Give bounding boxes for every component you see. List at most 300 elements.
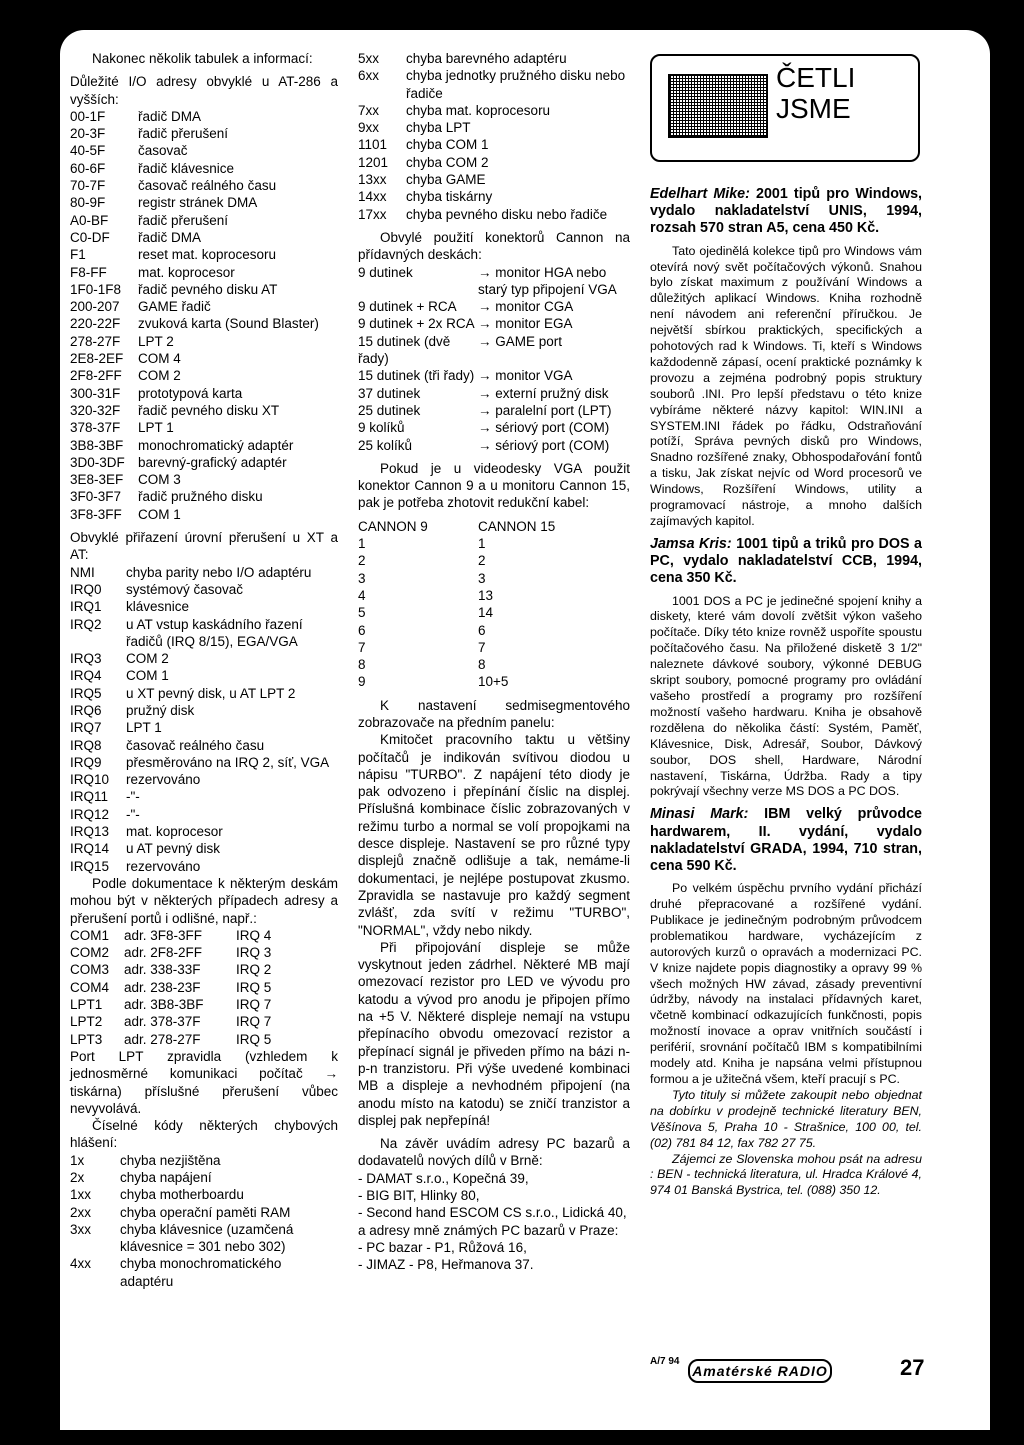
io-row: [70, 264, 338, 281]
io-row: [70, 229, 338, 246]
io-key: 278-27F: [70, 333, 121, 349]
io-key: F8-FF: [70, 264, 107, 280]
cannon-key: 9 dutinek + 2x RCA: [358, 316, 475, 332]
io-value: časovač: [138, 143, 188, 159]
cannon-value: → monitor CGA: [478, 299, 574, 315]
irq-key: IRQ7: [70, 720, 102, 736]
cannon-key: 9 dutinek: [358, 264, 413, 280]
order-note: Tyto tituly si můžete zakoupit nebo objednat na dobírku v prodejně technické literatury BEN, Věšínova 5, Praha 10 - Strašnice, 100 00, tel. (02) 781 84 12, fax 782 27 75.: [650, 1087, 922, 1150]
cable-pin-9: CANNON 9: [358, 518, 428, 534]
lpt-paragraph: Port LPT zpravidla (vzhledem k jednosměrné komunikaci počítač → tiskárna) příslušné přerušení vůbec nevyvolává.: [70, 1048, 338, 1116]
irq-key: IRQ0: [70, 581, 102, 597]
io-value: monochromatický adaptér: [138, 437, 294, 453]
cable-pin-9: 7: [358, 639, 366, 655]
cable-pin-9: 9: [358, 674, 366, 690]
error-row: [358, 67, 630, 102]
irq-value: u XT pevný disk, u AT LPT 2: [126, 685, 296, 701]
io-value: řadič přerušení: [138, 212, 229, 228]
io-value: COM 4: [138, 351, 181, 367]
cable-row: [358, 587, 630, 604]
error-code-table: [70, 1152, 338, 1290]
error-value: chyba motherboardu: [120, 1187, 244, 1203]
io-row: [70, 315, 338, 332]
port-row: [70, 927, 338, 944]
book3-heading: [650, 806, 922, 875]
page-number: 27: [900, 1355, 925, 1380]
cannon-value: → externí pružný disk: [478, 385, 609, 401]
cannon-heading: Obvylé použití konektorů Cannon na přídavných deskách:: [358, 229, 630, 263]
io-heading: Důležité I/O adresy obvyklé u AT-286 a vyšších:: [70, 74, 338, 107]
irq-row: [70, 737, 338, 754]
io-value: řadič DMA: [138, 229, 202, 245]
irq-key: IRQ15: [70, 858, 110, 874]
issue-number: A/7 94: [650, 1356, 680, 1367]
error-row: [358, 102, 630, 119]
shop-item: - DAMAT s.r.o., Kopečná 39,: [358, 1170, 529, 1186]
cannon-key: 25 kolíků: [358, 437, 413, 453]
error-value: chyba klávesnice (uzamčená klávesnice = 301 nebo 302): [120, 1221, 294, 1255]
io-value: řadič pevného disku XT: [138, 402, 280, 418]
io-row: [70, 471, 338, 488]
cable-pin-15: 7: [478, 639, 486, 655]
io-key: 80-9F: [70, 195, 106, 211]
io-value: prototypová karta: [138, 385, 243, 401]
irq-key: IRQ10: [70, 772, 110, 788]
cable-pin-15: 10+5: [478, 674, 509, 690]
vga-paragraph: Pokud je u videodesky VGA použit konektor Cannon 9 a u monitoru Cannon 15, pak je potřeba zhotovit redukční kabel:: [358, 460, 630, 511]
error-row: [358, 136, 630, 153]
box-title-line-1: ČETLI: [776, 62, 856, 93]
io-key: 320-32F: [70, 402, 121, 418]
port-cell: adr. 3F8-3FF: [124, 927, 203, 943]
irq-value: klávesnice: [126, 599, 190, 615]
error-key: 1101: [358, 137, 388, 153]
cable-row: [358, 622, 630, 639]
io-value: řadič přerušení: [138, 126, 229, 142]
cannon-row: [358, 333, 630, 368]
irq-key: IRQ1: [70, 599, 102, 615]
irq-row: [70, 823, 338, 840]
error-row: [70, 1255, 338, 1290]
cetli-jsme-box: [650, 48, 920, 162]
irq-row: [70, 702, 338, 719]
io-row: [70, 160, 338, 177]
cannon-row: [358, 385, 630, 402]
port-row: [70, 944, 338, 961]
shop-item: - PC bazar - P1, Růžová 16,: [358, 1239, 527, 1255]
cable-pin-9: 2: [358, 553, 366, 569]
error-key: 13xx: [358, 172, 387, 188]
cannon-row: [358, 367, 630, 384]
irq-row: [70, 564, 338, 581]
cannon-value: → paralelní port (LPT): [478, 402, 612, 418]
cable-row: [358, 570, 630, 587]
irq-key: IRQ11: [70, 789, 109, 805]
shop-item: - JIMAZ - P8, Heřmanova 37.: [358, 1257, 534, 1273]
error-key: 4xx: [70, 1256, 92, 1272]
io-value: reset mat. koprocesoru: [138, 247, 277, 263]
error-row: [358, 171, 630, 188]
cannon-row: [358, 437, 630, 454]
error-row: [358, 154, 630, 171]
display-heading: K nastavení sedmisegmentového zobrazovače na předním panelu:: [358, 697, 630, 730]
book1-title: 2001 tipů pro Windows, vydalo nakladatelství UNIS, 1994, rozsah 570 stran A5, cena 450 Kč.: [650, 186, 922, 237]
io-row: [70, 506, 338, 523]
port-cell: LPT3: [70, 1031, 103, 1047]
io-key: 00-1F: [70, 108, 106, 124]
cannon-key: 9 kolíků: [358, 420, 405, 436]
io-row: [70, 212, 338, 229]
io-row: [70, 437, 338, 454]
page-footer: [650, 1356, 930, 1386]
error-key: 6xx: [358, 68, 380, 84]
io-key: 378-37F: [70, 420, 121, 436]
cannon-row: [358, 264, 630, 299]
cannon-key: 25 dutinek: [358, 402, 421, 418]
io-value: LPT 2: [138, 333, 174, 349]
cannon-row: [358, 402, 630, 419]
cannon-row: [358, 298, 630, 315]
cable-pin-9: 3: [358, 570, 366, 586]
irq-key: IRQ3: [70, 651, 102, 667]
error-row: [70, 1152, 338, 1169]
book1-author: Edelhart Mike:: [650, 186, 750, 202]
shops-prague-list: [358, 1239, 630, 1274]
cannon-value: → GAME port: [478, 333, 563, 349]
cannon-value: → monitor EGA: [478, 316, 573, 332]
book1-heading: [650, 186, 922, 238]
io-key: F1: [70, 247, 86, 263]
cannon-key: 15 dutinek (tři řady): [358, 368, 475, 384]
io-row: [70, 333, 338, 350]
error-row: [358, 206, 630, 223]
irq-value: systémový časovač: [126, 581, 244, 597]
cannon-key: 15 dutinek (dvě řady): [358, 333, 451, 367]
io-key: 3F0-3F7: [70, 489, 122, 505]
io-key: 3D0-3DF: [70, 454, 125, 470]
box-title-line-2: JSME: [776, 93, 851, 124]
port-cell: IRQ 3: [236, 945, 272, 961]
io-key: 3F8-3FF: [70, 506, 122, 522]
error-row: [70, 1204, 338, 1221]
io-row: [70, 194, 338, 211]
port-cell: adr. 338-33F: [124, 962, 201, 978]
port-cell: LPT2: [70, 1014, 103, 1030]
cable-pin-15: CANNON 15: [478, 518, 556, 534]
error-value: chyba COM 1: [406, 137, 489, 153]
cable-pin-15: 2: [478, 553, 486, 569]
cannon-value: → monitor VGA: [478, 368, 573, 384]
io-key: 70-7F: [70, 178, 106, 194]
shops-brno-list: [358, 1170, 630, 1222]
book-graphic: [668, 74, 768, 138]
irq-value: mat. koprocesor: [126, 824, 223, 840]
cannon-row: [358, 315, 630, 332]
error-key: 1x: [70, 1152, 85, 1168]
cable-pin-9: 4: [358, 587, 366, 603]
io-key: 40-5F: [70, 143, 106, 159]
error-key: 2x: [70, 1170, 85, 1185]
error-key: 17xx: [358, 206, 387, 222]
io-value: barevný-grafický adaptér: [138, 454, 287, 470]
io-row: [70, 454, 338, 471]
port-row: [70, 996, 338, 1013]
cable-pin-15: 13: [478, 587, 494, 603]
cannon-value: → monitor HGA nebo starý typ připojení VGA: [478, 264, 617, 297]
error-row: [358, 188, 630, 205]
port-cell: COM4: [70, 979, 110, 995]
io-value: časovač reálného času: [138, 178, 277, 194]
cable-pin-9: 8: [358, 657, 366, 673]
book2-title: 1001 tipů a triků pro DOS a PC, vydalo nakladatelství CCB, 1994, cena 350 Kč.: [650, 535, 922, 587]
irq-key: IRQ13: [70, 824, 110, 840]
irq-value: COM 1: [126, 668, 169, 684]
column-middle: [358, 50, 630, 1273]
column-left: [70, 50, 338, 1290]
io-key: 2F8-2FF: [70, 368, 122, 384]
io-row: [70, 125, 338, 142]
irq-value: -"-: [126, 806, 140, 822]
io-address-table: [70, 108, 338, 523]
error-value: chyba napájení: [120, 1170, 212, 1185]
cable-pin-15: 8: [478, 657, 486, 673]
connect-paragraph: Při připojování displeje se může vyskytnout jeden zádrhel. Některé MB mají omezovací rezistor pro LED ve vývodu pro katodu a vývod pro anodu je připojen přímo na +5 V. Některé displeje nemají na vstupu přepínacího obvodu omezovací rezistor a přepínací signál je přiveden přímo na bázi n-p-n tranzistoru. Při výše uvedené kombinaci MB a displeje a nevhodném připojení (na anodu místo na katodu) se zničí tranzistor a displej pak nepřepíná!: [358, 939, 630, 1128]
port-cell: IRQ 5: [236, 979, 272, 995]
irq-value: -"-: [126, 789, 140, 805]
port-cell: IRQ 7: [236, 997, 272, 1013]
io-row: [70, 142, 338, 159]
error-value: chyba tiskárny: [406, 189, 493, 205]
cannon-table: [358, 264, 630, 454]
cable-row: [358, 535, 630, 552]
cannon-value: → sériový port (COM): [478, 420, 610, 436]
book3-title: IBM velký průvodce hardwarem, II. vydání, vydalo nakladatelství GRADA, 1994, 710 stran, cena 590 Kč.: [650, 806, 922, 874]
irq-value: u AT vstup kaskádního řazení řadičů (IRQ 8/15), EGA/VGA: [126, 616, 303, 649]
io-row: [70, 350, 338, 367]
error-value: chyba COM 2: [406, 154, 489, 170]
book2-author: Jamsa Kris:: [650, 535, 732, 552]
error-row: [70, 1169, 338, 1186]
irq-value: pružný disk: [126, 702, 195, 718]
irq-row: [70, 598, 338, 615]
cable-pin-15: 6: [478, 622, 486, 638]
io-row: [70, 246, 338, 263]
irq-value: rezervováno: [126, 858, 201, 874]
irq-value: u AT pevný disk: [126, 841, 221, 857]
io-key: 20-3F: [70, 126, 106, 142]
irq-value: časovač reálného času: [126, 737, 265, 753]
error-value: chyba pevného disku nebo řadiče: [406, 206, 608, 222]
cable-pin-15: 3: [478, 570, 486, 586]
irq-key: NMI: [70, 564, 95, 580]
irq-key: IRQ14: [70, 841, 110, 857]
io-value: řadič klávesnice: [138, 160, 235, 176]
box-title: [776, 62, 855, 124]
error-row: [358, 119, 630, 136]
irq-row: [70, 840, 338, 857]
shops-paragraph: Na závěr uvádím adresy PC bazarů a dodavatelů nových dílů v Brně:: [358, 1136, 630, 1169]
error-code-table-cont: [358, 50, 630, 223]
irq-row: [70, 581, 338, 598]
io-value: COM 3: [138, 472, 181, 488]
irq-row: [70, 754, 338, 771]
io-value: LPT 1: [138, 420, 174, 436]
port-cell: COM2: [70, 945, 110, 961]
slovak-note: Zájemci ze Slovenska mohou psát na adresu : BEN - technická literatura, ul. Hradca Králové 4, 974 01 Banská Bystrica, tel. (088) 350 12.: [650, 1151, 922, 1198]
io-value: řadič pevného disku AT: [138, 281, 278, 297]
column-right: [650, 186, 922, 1199]
error-key: 5xx: [358, 51, 380, 66]
error-value: chyba jednotky pružného disku nebo řadiče: [406, 68, 626, 101]
book3-review: Po velkém úspěchu prvního vydání přichází druhé přepracované a rozšířené vydání. Publikace je jedinečným podrobným průvodcem problematikou hardware, vycházejícím z autorových kurzů o opravách a modernizaci PC. V knize najdete popis diagnostiky a opravy 99 % všech možných HW závad, zásady preventivní údržby, návody na instalaci přídavných karet, včetně kombinací odkazujících funkčnosti, popis možností inovace a oprav vnitřních součástí i periférií, srovnání počítačů IBM s kompatibilními modely atd. Kniha je napsána velmi přístupnou formou a je užitečná všem, kteří pracují s PC.: [650, 881, 922, 1086]
cannon-row: [358, 419, 630, 436]
error-row: [70, 1221, 338, 1256]
error-key: 1xx: [70, 1187, 92, 1203]
irq-key: IRQ6: [70, 702, 102, 718]
prague-paragraph: a adresy mně známých PC bazarů v Praze:: [358, 1222, 619, 1238]
shop-item: - BIG BIT, Hlinky 80,: [358, 1188, 480, 1203]
port-table: [70, 927, 338, 1048]
io-row: [70, 177, 338, 194]
intro-paragraph: Nakonec několik tabulek a informací:: [92, 51, 313, 66]
port-cell: COM3: [70, 962, 110, 978]
port-cell: adr. 2F8-2FF: [124, 945, 203, 961]
io-value: registr stránek DMA: [138, 195, 258, 211]
io-key: A0-BF: [70, 212, 109, 228]
port-cell: adr. 3B8-3BF: [124, 997, 204, 1013]
error-key: 9xx: [358, 120, 380, 136]
error-heading: Číselné kódy některých chybových hlášení:: [70, 1118, 338, 1151]
book1-review: Tato ojedinělá kolekce tipů pro Windows vám otevírá nový svět počítačových výkonů. Snahou bylo získat maximum z používání Windows a důležitých aplikací Windows. Kniha rozhodně není návodem ani referenční příručkou. Je největší sbírkou praktických, specifických a pohotových rad k Windows. Ti, kteří s Windows každodenně zápasí, ocení praktické poznámky k provozu a zejména podrobný popis struktury souborů .INI. Pro lepší představu o této knize vybíráme některé názvy kapitol: WIN.INI a SYSTEM.INI řádek po řádku, Odstraňování potíží, Správa pevných disků pro Windows, Snadno rozšířené znaky, Obhospodařování fontů a tisku, Jak získat nejvíc od Word procesorů ve Windows, Rozšíření Windows, utility a programovací nástroje, a mnoho dalších zajímavých kapitol.: [650, 243, 922, 529]
irq-key: IRQ5: [70, 685, 102, 701]
port-row: [70, 1013, 338, 1030]
io-key: 220-22F: [70, 316, 121, 332]
irq-key: IRQ4: [70, 668, 102, 684]
io-row: [70, 488, 338, 505]
port-cell: adr. 238-23F: [124, 979, 201, 995]
port-cell: adr. 378-37F: [124, 1014, 201, 1030]
irq-row: [70, 858, 338, 875]
irq-key: IRQ2: [70, 616, 102, 632]
port-row: [70, 1031, 338, 1048]
io-key: 300-31F: [70, 385, 121, 401]
doc-paragraph: Podle dokumentace k některým deskám mohou být v některých případech adresy a přerušení portů i odlišné, např.:: [70, 875, 338, 926]
port-cell: adr. 278-27F: [124, 1031, 201, 1047]
irq-row: [70, 788, 338, 805]
io-value: mat. koprocesor: [138, 264, 235, 280]
cannon-value: → sériový port (COM): [478, 437, 610, 453]
irq-value: LPT 1: [126, 720, 162, 736]
io-value: COM 1: [138, 506, 181, 522]
cable-pin-9: 6: [358, 622, 366, 638]
cable-row: [358, 673, 630, 690]
irq-key: IRQ9: [70, 754, 102, 770]
error-key: 3xx: [70, 1221, 92, 1237]
book2-heading: [650, 536, 922, 588]
cable-pin-15: 14: [478, 605, 494, 621]
irq-row: [70, 771, 338, 788]
io-key: 3E8-3EF: [70, 472, 124, 488]
cable-row: [358, 604, 630, 621]
error-value: chyba LPT: [406, 120, 471, 136]
error-key: 7xx: [358, 102, 380, 118]
io-value: zvuková karta (Sound Blaster): [138, 316, 319, 332]
io-row: [70, 298, 338, 315]
error-value: chyba nezjištěna: [120, 1152, 221, 1168]
io-row: [70, 281, 338, 298]
cable-row: [358, 656, 630, 673]
cannon-key: 9 dutinek + RCA: [358, 299, 457, 315]
book2-review: 1001 DOS a PC je jedinečné spojení knihy a diskety, které vám dovolí zvětšit výkon vašeho počítače. Díky této knize rovněž uspoříte spoustu počítačového času. Na přiložené disketě 3 1/2" naleznete dávkové soubory, výkonné DEBUG skript soubory, pomocné programy pro ovládání vašeho prostředí a programy pro rozšíření možností vašeho hardwaru. Kniha je obsahově rozdělena do několika částí: Systém, Paměť, Klávesnice, Disk, Adresář, Soubor, Dávkový soubor, DOS shell, Hardware, Národní nastavení, Tiskárna, Údržba. Rady a tipy pokrývají všechny verze MS DOS a PC DOS.: [650, 593, 922, 799]
irq-row: [70, 685, 338, 702]
io-key: 3B8-3BF: [70, 437, 124, 453]
io-row: [70, 367, 338, 384]
cable-header: [358, 518, 630, 535]
port-cell: IRQ 5: [236, 1031, 272, 1047]
io-key: 200-207: [70, 299, 120, 315]
irq-row: [70, 650, 338, 667]
port-cell: IRQ 7: [236, 1014, 272, 1030]
irq-row: [70, 719, 338, 736]
port-row: [70, 979, 338, 996]
error-key: 2xx: [70, 1204, 92, 1220]
irq-heading: Obvyklé přiřazení úrovní přerušení u XT a AT:: [70, 530, 338, 563]
error-row: [358, 50, 630, 67]
error-key: 14xx: [358, 189, 387, 205]
shop-item: - Second hand ESCOM CS s.r.o., Lidická 40,: [358, 1205, 627, 1221]
error-value: chyba mat. koprocesoru: [406, 102, 551, 118]
io-key: 2E8-2EF: [70, 351, 124, 367]
irq-row: [70, 806, 338, 823]
port-row: [70, 961, 338, 978]
io-value: řadič pružného disku: [138, 489, 263, 505]
irq-value: COM 2: [126, 651, 169, 667]
io-key: C0-DF: [70, 229, 110, 245]
error-key: 1201: [358, 154, 389, 170]
irq-table: [70, 564, 338, 875]
cable-pin-9: 1: [358, 536, 366, 552]
error-value: chyba GAME: [406, 172, 486, 188]
port-cell: LPT1: [70, 997, 103, 1013]
cable-table: [358, 518, 630, 691]
cable-pin-9: 5: [358, 605, 366, 621]
error-row: [70, 1186, 338, 1203]
io-value: COM 2: [138, 368, 181, 384]
irq-value: chyba parity nebo I/O adaptéru: [126, 564, 312, 580]
cannon-key: 37 dutinek: [358, 385, 421, 401]
error-value: chyba operační paměti RAM: [120, 1204, 291, 1220]
port-cell: IRQ 2: [236, 962, 272, 978]
error-value: chyba barevného adaptéru: [406, 51, 567, 66]
irq-value: rezervováno: [126, 772, 201, 788]
book3-author: Minasi Mark:: [650, 806, 749, 823]
port-cell: IRQ 4: [236, 927, 272, 943]
irq-row: [70, 667, 338, 684]
io-value: řadič DMA: [138, 108, 202, 124]
io-key: 1F0-1F8: [70, 281, 122, 297]
io-row: [70, 419, 338, 436]
port-cell: COM1: [70, 927, 110, 943]
cable-pin-15: 1: [478, 536, 486, 552]
irq-value: přesměrováno na IRQ 2, síť, VGA: [126, 754, 330, 770]
magazine-logo: Amatérské RADIO: [688, 1359, 832, 1383]
io-row: [70, 385, 338, 402]
io-row: [70, 108, 338, 125]
irq-row: [70, 616, 338, 651]
irq-key: IRQ12: [70, 806, 110, 822]
error-value: chyba monochromatického adaptéru: [120, 1256, 282, 1289]
display-paragraph: Kmitočet pracovního taktu u většiny počítačů je indikován svítivou diodou u nápisu "TURBO". Z napájení této diody je pak odvozeno i přepínání číslic na displej. Příslušná kombinace číslic zobrazovaných v režimu turbo a normal se volí propojkami na desce displeje. Nastavení se pro různé typy displejů značně odlišuje a tak, nemáme-li dokumentaci, je nejlépe postupovat zkusmo. Zpravidla se nastavuje pro každý segment zvlášť, zda svítí v režimu "TURBO", "NORMAL", vždy nebo nikdy.: [358, 732, 630, 938]
